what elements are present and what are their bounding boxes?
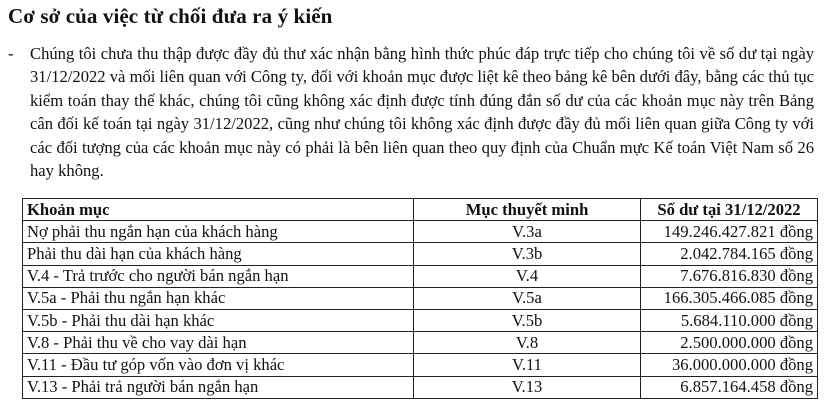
cell-balance: 36.000.000.000 đồng xyxy=(641,354,818,376)
cell-balance: 2.500.000.000 đồng xyxy=(641,332,818,354)
cell-balance: 149.246.427.821 đồng xyxy=(641,221,818,243)
table-row xyxy=(23,332,818,354)
paragraph-text: Chúng tôi chưa thu thập được đầy đủ thư xác nhận bằng hình thức phúc đáp trực tiếp cho chúng tôi về số dư tại ngày 31/12/2022 và mối liên quan với Công ty, đối với khoản mục được liệt kê theo bảng kê bên dưới đây, bằng các thủ tục kiểm toán thay thế khác, chúng tôi cũng không xác định được tính đúng đắn số dư của các khoản mục này trên Bảng cân đối kế toán tại ngày 31/12/2022, cũng như chúng tôi không xác định được đầy đủ mối liên quan giữa Công ty với các đối tượng của các khoản mục này có phải là bên liên quan theo quy định của Chuẩn mực Kế toán Việt Nam số 26 hay không. xyxy=(30,44,814,181)
cell-balance: 7.676.816.830 đồng xyxy=(641,265,818,287)
cell-note: V.13 xyxy=(414,376,641,398)
cell-item: Nợ phải thu ngắn hạn của khách hàng xyxy=(23,221,414,243)
cell-note: V.4 xyxy=(414,265,641,287)
header-balance: Số dư tại 31/12/2022 xyxy=(641,199,818,221)
section-heading: Cơ sở của việc từ chối đưa ra ý kiến xyxy=(8,4,333,28)
cell-item: V.8 - Phải thu về cho vay dài hạn xyxy=(23,332,414,354)
table-row xyxy=(23,287,818,309)
bullet-dash: - xyxy=(8,44,14,63)
table-row xyxy=(23,243,818,265)
cell-note: V.3a xyxy=(414,221,641,243)
header-item: Khoản mục xyxy=(23,199,414,221)
body-paragraph xyxy=(8,42,814,182)
cell-note: V.11 xyxy=(414,354,641,376)
table-row xyxy=(23,309,818,331)
cell-item: V.4 - Trả trước cho người bán ngắn hạn xyxy=(23,265,414,287)
cell-balance: 5.684.110.000 đồng xyxy=(641,309,818,331)
cell-item: Phải thu dài hạn của khách hàng xyxy=(23,243,414,265)
balance-table xyxy=(22,198,818,399)
table-header-row xyxy=(23,199,818,221)
cell-note: V.3b xyxy=(414,243,641,265)
table-row xyxy=(23,376,818,398)
cell-note: V.5a xyxy=(414,287,641,309)
table-row xyxy=(23,221,818,243)
cell-item: V.5b - Phải thu dài hạn khác xyxy=(23,309,414,331)
table-row xyxy=(23,265,818,287)
cell-balance: 166.305.466.085 đồng xyxy=(641,287,818,309)
table-row xyxy=(23,354,818,376)
cell-balance: 2.042.784.165 đồng xyxy=(641,243,818,265)
cell-note: V.5b xyxy=(414,309,641,331)
cell-item: V.13 - Phải trả người bán ngắn hạn xyxy=(23,376,414,398)
cell-item: V.5a - Phải thu ngắn hạn khác xyxy=(23,287,414,309)
header-note: Mục thuyết minh xyxy=(414,199,641,221)
cell-note: V.8 xyxy=(414,332,641,354)
cell-balance: 6.857.164.458 đồng xyxy=(641,376,818,398)
cell-item: V.11 - Đầu tư góp vốn vào đơn vị khác xyxy=(23,354,414,376)
